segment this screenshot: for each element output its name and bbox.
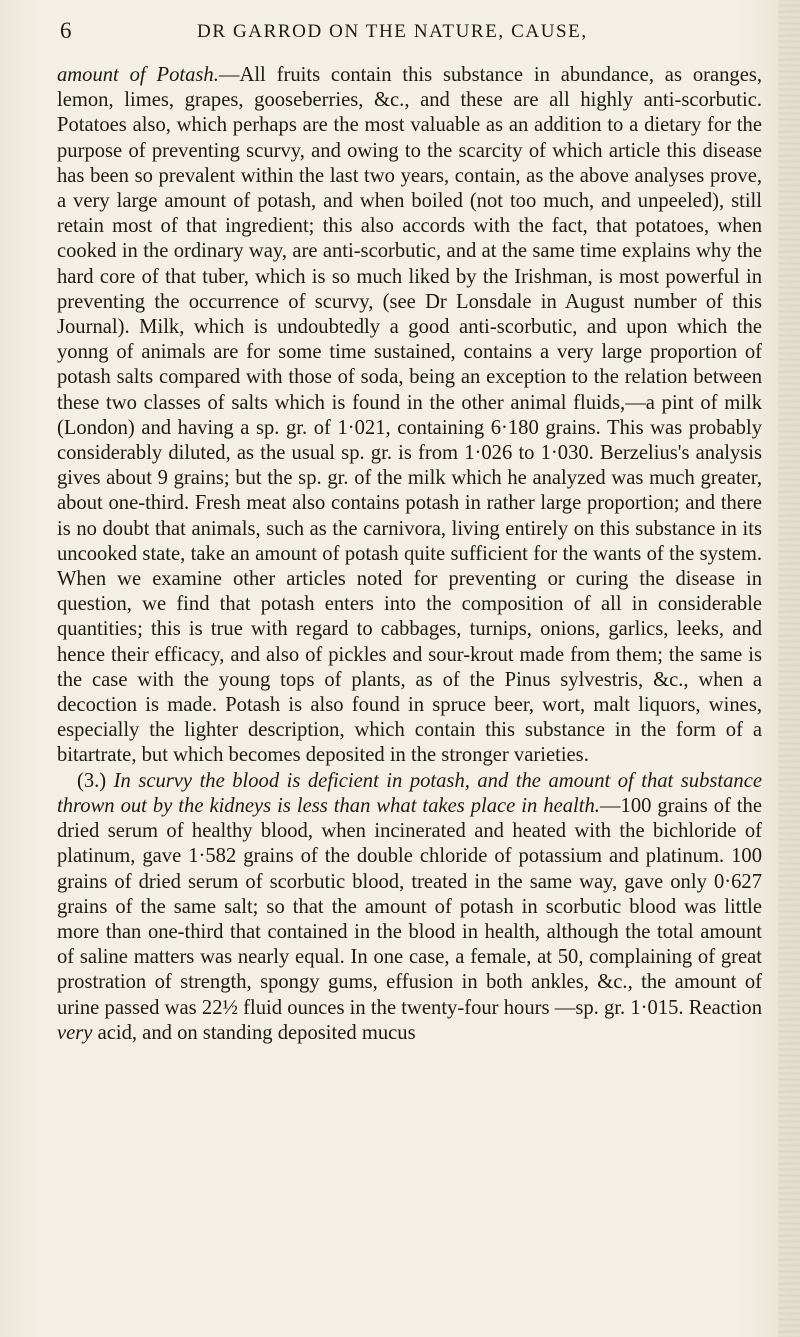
paragraph-2-lead-italic: In scurvy the blood is deficient in potash, and the amount of that substance thrown out by the kidneys is less than what takes place in health.: [57, 769, 763, 817]
page-number: 6: [60, 18, 72, 43]
paragraph-2-section-number: (3.): [77, 769, 114, 792]
paragraph-1-lead-italic: amount of Potash.: [57, 64, 219, 86]
paragraph-2-emphasis: very: [57, 1021, 93, 1044]
paragraph-1: [57, 63, 762, 769]
body-text: [57, 63, 762, 1046]
running-title: DR GARROD ON THE NATURE, CAUSE,: [197, 21, 588, 42]
page-header: [55, 18, 755, 48]
paragraph-2-text: —100 grains of the dried serum of healthy blood, when incinerated and heated with the bichloride of platinum, gave 1·582 grains of the double chloride of potassium and platinum. 100 grains of dried serum of scorbutic blood, treated in the same way, gave only 0·627 grains of the same salt; so that the amount of potash in scorbutic blood was little more than one-third that contained in the blood in health, although the total amount of saline matters was nearly equal. In one case, a female, at 50, complaining of great prostration of strength, spongy gums, effusion in both ankles, &c., the amount of urine passed was 22½ fluid ounces in the twenty-four hours —sp. gr. 1·015. Reaction: [57, 794, 762, 1019]
paragraph-2: [57, 769, 762, 1046]
page-edge-shadow: [778, 0, 800, 1337]
paragraph-1-text: —All fruits contain this substance in abundance, as oranges, lemon, limes, grapes, gooseberries, &c., and these are all highly anti-scorbutic. Potatoes also, which perhaps are the most valuable as an addition to a dietary for the purpose of preventing scurvy, and owing to the scarcity of which article this disease has been so prevalent within the last two years, contain, as the above analyses prove, a very large amount of potash, and when boiled (not too much, and unpeeled), still retain most of that ingredient; this also accords with the fact, that potatoes, when cooked in the ordinary way, are anti-scorbutic, and at the same time explains why the hard core of that tuber, which is so much liked by the Irishman, is most powerful in preventing the occurrence of scurvy, (see Dr Lonsdale in August number of this Journal). Milk, which is undoubtedly a good anti-scorbutic, and upon which the yonng of animals are for some time sustained, contains a very large proportion of potash salts compared with those of soda, being an exception to the relation between these two classes of salts which is found in the other animal fluids,—a pint of milk (London) and having a sp. gr. of 1·021, containing 6·180 grains. This was probably considerably diluted, as the usual sp. gr. is from 1·026 to 1·030. Berzelius's analysis gives about 9 grains; but the sp. gr. of the milk which he analyzed was much greater, about one-third. Fresh meat also contains potash in rather large proportion; and there is no doubt that animals, such as the carnivora, living entirely on this substance in its uncooked state, take an amount of potash quite sufficient for the wants of the system. When we examine other articles noted for preventing or curing the disease in question, we find that potash enters into the composition of all in considerable quantities; this is true with regard to cabbages, turnips, onions, garlics, leeks, and hence their efficacy, and also of pickles and sour-krout made from them; the same is the case with the young tops of plants, as of the Pinus sylvestris, &c., when a decoction is made. Potash is also found in spruce beer, wort, malt liquors, wines, especially the lighter description, which contain this substance in the form of a bitartrate, but which becomes deposited in the stronger varieties.: [57, 64, 763, 767]
paragraph-2-tail: acid, and on standing deposited mucus: [92, 1021, 416, 1044]
